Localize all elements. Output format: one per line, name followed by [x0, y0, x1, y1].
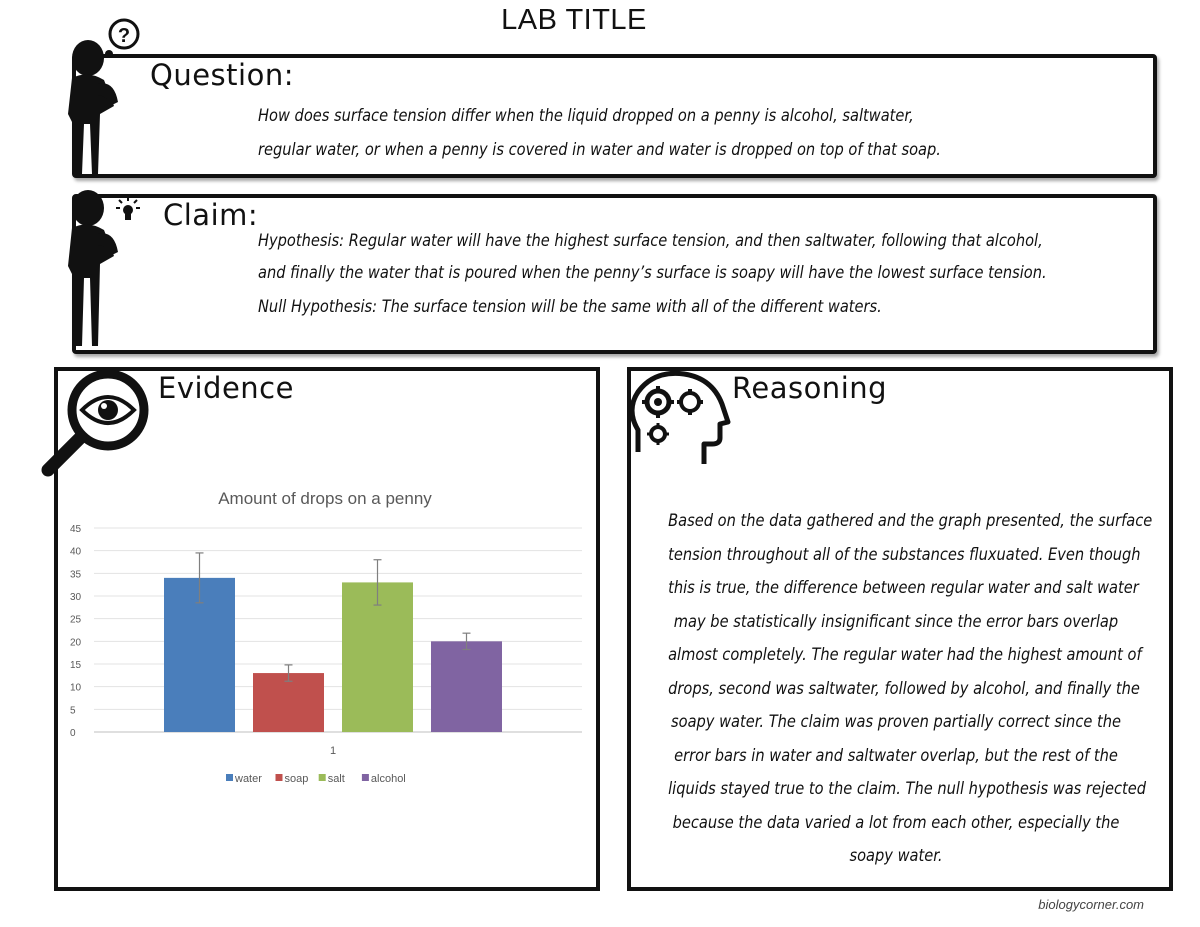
claim-line-1: Hypothesis: Regular water will have the highest surface tension, and then saltwater, following that alcohol,	[258, 231, 1043, 251]
reasoning-line-5: almost completely. The regular water had the highest amount of	[668, 645, 1142, 665]
reasoning-line-9: liquids stayed true to the claim. The null hypothesis was rejected	[668, 779, 1147, 799]
y-tick-label: 15	[70, 660, 82, 671]
reasoning-line-4: may be statistically insignificant since the error bars overlap	[673, 611, 1119, 632]
legend-label-salt: salt	[327, 773, 345, 785]
head-gears-icon	[628, 370, 738, 474]
legend-label-water: water	[235, 773, 262, 785]
legend-label-alcohol: alcohol	[370, 773, 406, 785]
reasoning-line-11: soapy water.	[849, 846, 943, 866]
x-tick-label: 1	[329, 745, 337, 757]
reasoning-line-3: this is true, the difference between regular water and salt water	[668, 578, 1139, 598]
legend-swatch-alcohol	[362, 774, 369, 781]
evidence-heading: Evidence	[158, 371, 294, 405]
legend-swatch-water	[226, 774, 233, 781]
chart-title: Amount of drops on a penny	[218, 489, 432, 508]
y-tick-label: 25	[70, 614, 82, 626]
claim-line-2: and finally the water that is poured when the penny’s surface is soapy will have the lowest surface tension.	[258, 263, 1047, 283]
y-tick-label: 5	[70, 705, 76, 717]
drops-chart	[58, 478, 588, 812]
claim-line-3: Null Hypothesis: The surface tension will be the same with all of the different waters.	[258, 297, 882, 317]
bar-soap	[253, 673, 324, 732]
svg-text:?: ?	[117, 25, 131, 47]
legend-swatch-soap	[276, 774, 283, 781]
legend-label-soap: soap	[284, 773, 309, 785]
y-tick-label: 0	[70, 728, 76, 739]
magnifying-glass-eye-icon	[40, 366, 152, 482]
reasoning-line-2: tension throughout all of the substances fluxuated. Even though	[668, 544, 1141, 565]
question-line-1: How does surface tension differ when the liquid dropped on a penny is alcohol, saltwater,	[258, 106, 914, 126]
y-tick-label: 10	[70, 682, 82, 694]
y-tick-label: 45	[70, 524, 82, 535]
reasoning-line-1: Based on the data gathered and the graph presented, the surface	[668, 511, 1153, 531]
source-credit: biologycorner.com	[1038, 897, 1144, 912]
reasoning-line-10: because the data varied a lot from each other, especially the	[672, 812, 1120, 833]
y-tick-label: 30	[70, 592, 82, 603]
y-tick-label: 20	[70, 637, 82, 649]
reasoning-line-8: error bars in water and saltwater overlap, but the rest of the	[674, 745, 1118, 766]
reasoning-paragraph	[631, 505, 1161, 874]
legend-swatch-salt	[319, 774, 326, 781]
bar-alcohol	[431, 641, 502, 732]
question-line-2: regular water, or when a penny is covered in water and water is dropped on top of that soap.	[258, 140, 941, 160]
lab-title: LAB TITLE	[501, 4, 647, 36]
y-tick-label: 40	[70, 546, 82, 558]
reasoning-line-7: soapy water. The claim was proven partially correct since the	[671, 712, 1121, 732]
reasoning-heading: Reasoning	[732, 371, 888, 405]
claim-person-icon	[58, 186, 158, 360]
question-person-icon	[58, 14, 153, 188]
question-heading: Question:	[150, 58, 294, 92]
reasoning-line-6: drops, second was saltwater, followed by alcohol, and finally the	[668, 678, 1140, 699]
claim-heading: Claim:	[163, 198, 259, 232]
y-tick-label: 35	[70, 569, 82, 581]
